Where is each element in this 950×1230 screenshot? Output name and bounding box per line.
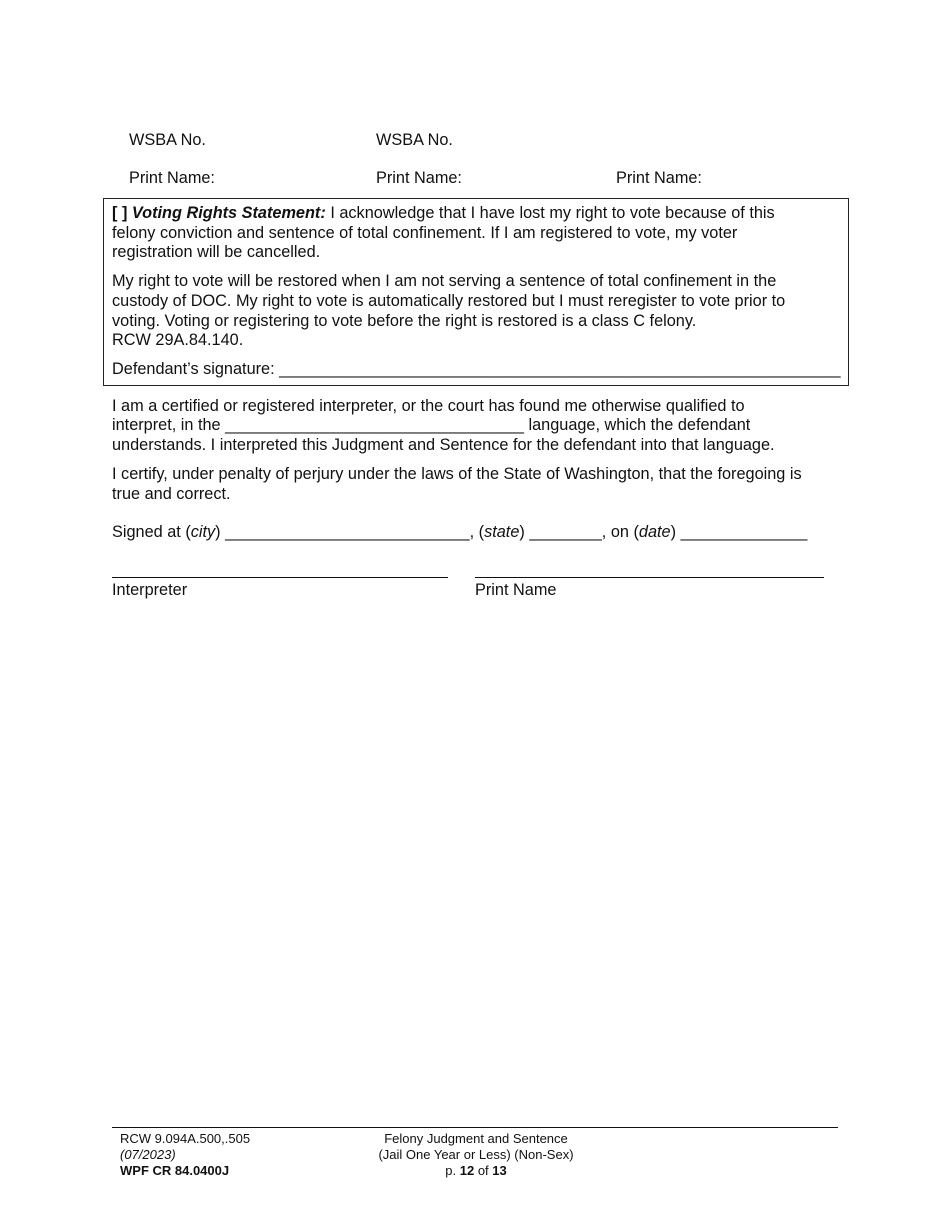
page-total: 13 [492, 1163, 507, 1178]
language-field[interactable]: _________________________________ [225, 416, 524, 434]
voting-rights-heading: Voting Rights Statement: [131, 204, 326, 222]
state-field[interactable]: ________ [529, 523, 602, 541]
voting-p2-line3: voting. Voting or registering to vote before the right is restored is a class C felony. [112, 312, 697, 330]
voting-p1-line3: registration will be cancelled. [112, 243, 321, 261]
footer-page-number [326, 1163, 626, 1179]
footer-form-id: WPF CR 84.0400J [120, 1163, 230, 1178]
defendant-signature-label: Defendant’s signature: [112, 360, 275, 378]
print-name-signature-line[interactable] [475, 577, 824, 578]
footer-rcw: RCW 9.094A.500,.505 [120, 1131, 251, 1146]
voting-checkbox[interactable]: [ ] [112, 204, 128, 222]
state-label: state [484, 523, 520, 541]
date-label: date [638, 523, 671, 541]
wsba-label-2: WSBA No. [376, 131, 453, 149]
on-open: , on ( [601, 523, 639, 541]
interpreter-p1-line3: understands. I interpreted this Judgment and Sentence for the defendant into that language. [112, 436, 775, 454]
page-current: 12 [459, 1163, 475, 1178]
city-close: ) [215, 523, 221, 541]
voting-p2-line2: custody of DOC. My right to vote is automatically restored but I must reregister to vote prior to [112, 292, 786, 310]
defendant-signature-field[interactable]: ______________________________________________________________ [279, 360, 841, 378]
voting-p1-line2: felony conviction and sentence of total confinement. If I am registered to vote, my voter [112, 224, 738, 242]
state-open: , ( [469, 523, 485, 541]
print-name-label-3: Print Name: [616, 169, 702, 187]
footer-title-line2: (Jail One Year or Less) (Non-Sex) [378, 1147, 574, 1162]
interpreter-p1-line2b: language, which the defendant [528, 416, 751, 434]
voting-p2-line4: RCW 29A.84.140. [112, 331, 244, 349]
print-name-label-2: Print Name: [376, 169, 462, 187]
interpreter-p1-line1: I am a certified or registered interpreter, or the court has found me otherwise qualified to [112, 397, 745, 415]
footer-divider [112, 1127, 838, 1128]
interpreter-signature-line[interactable] [112, 577, 448, 578]
interpreter-p2-line1: I certify, under penalty of perjury under the laws of the State of Washington, that the foregoing is [112, 465, 802, 483]
print-name-label: Print Name [475, 581, 557, 599]
voting-p2-line1: My right to vote will be restored when I am not serving a sentence of total confinement in the [112, 272, 777, 290]
footer-date: (07/2023) [120, 1147, 176, 1162]
page-prefix: p. [445, 1163, 457, 1178]
city-label: city [190, 523, 216, 541]
date-field[interactable]: ______________ [680, 523, 808, 541]
voting-rights-line-1 [112, 204, 775, 224]
interpreter-label: Interpreter [112, 581, 188, 599]
wsba-label-1: WSBA No. [129, 131, 206, 149]
signed-at-row [112, 523, 807, 543]
voting-p1-line1: I acknowledge that I have lost my right to vote because of this [330, 204, 775, 222]
page-of: of [477, 1163, 489, 1178]
interpreter-p1-line2 [112, 416, 750, 436]
signed-at-label: Signed at ( [112, 523, 191, 541]
voting-rights-box [103, 198, 849, 386]
interpreter-p1-line2a: interpret, in the [112, 416, 221, 434]
defendant-signature-row [112, 360, 841, 380]
city-field[interactable]: ___________________________ [225, 523, 470, 541]
date-close: ) [670, 523, 677, 541]
state-close: ) [519, 523, 525, 541]
print-name-label-1: Print Name: [129, 169, 215, 187]
footer-title-line1: Felony Judgment and Sentence [384, 1131, 568, 1146]
interpreter-p2-line2: true and correct. [112, 485, 231, 503]
